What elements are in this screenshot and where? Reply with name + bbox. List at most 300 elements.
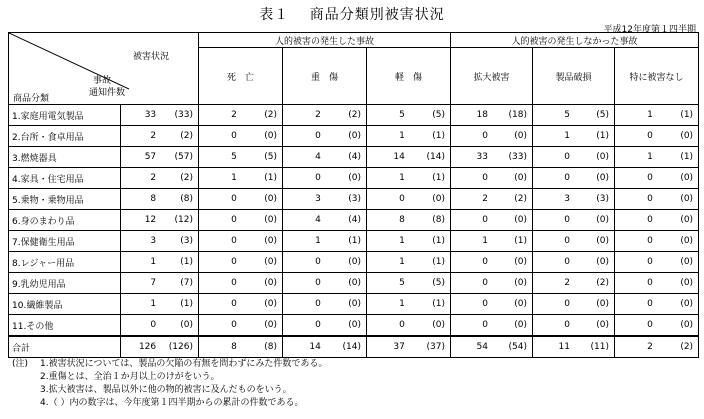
data-cell [283,147,367,168]
cumulative-value: (0) [348,257,361,267]
count-value: 8 [231,342,237,352]
total-count-cell [121,126,199,147]
cumulative-value: (4) [348,152,361,162]
cumulative-value: (0) [514,131,528,141]
total-count-cell [121,210,199,231]
data-cell [199,273,283,294]
data-cell [199,231,283,252]
cumulative-value: (126) [168,342,193,352]
cumulative-value: (0) [348,320,361,330]
data-cell [199,252,283,273]
count-value: 0 [231,320,237,330]
data-cell [533,147,615,168]
count-value: 7 [150,278,157,288]
table-row [9,315,699,337]
count-value: 0 [482,131,488,141]
data-cell [283,336,367,358]
data-cell [283,294,367,315]
count-value: 5 [231,152,237,162]
count-value: 1 [647,110,653,120]
cumulative-value: (37) [426,342,446,352]
table-row [9,231,699,252]
data-cell [451,147,533,168]
cumulative-value: (1) [432,236,446,246]
note-row [12,371,327,384]
cumulative-value: (11) [590,342,610,352]
count-value: 5 [564,110,570,120]
count-value: 0 [315,320,321,330]
column-header: 特に被害なし [615,48,699,105]
data-cell [451,189,533,210]
data-cell [367,336,451,358]
data-cell [615,315,699,337]
cumulative-value: (0) [348,131,361,141]
total-count-cell [121,294,199,315]
count-value: 2 [150,173,157,183]
cumulative-value: (0) [680,320,694,330]
count-value: 1 [150,257,157,267]
count-value: 0 [315,257,321,267]
data-cell [199,126,283,147]
count-value: 0 [150,320,157,330]
count-value: 4 [315,215,321,225]
cumulative-value: (0) [596,215,610,225]
row-label: 1.家庭用電気製品 [9,105,121,126]
cumulative-value: (0) [264,278,277,288]
data-cell [615,105,699,126]
count-value: 2 [150,131,157,141]
data-cell [199,210,283,231]
cumulative-value: (0) [596,257,610,267]
note-prefix: (注) [12,359,29,369]
cumulative-value: (8) [432,215,446,225]
data-cell [533,315,615,337]
count-value: 0 [231,299,237,309]
cumulative-value: (0) [432,194,446,204]
data-cell [615,210,699,231]
note-item: 3.拡大被害は、製品以外に他の物的被害に及んだものをいう。 [40,385,292,395]
count-value: 33 [144,110,157,120]
note-item: 1.被害状況については、製品の欠陥の有無を問わずにみた件数である。 [40,359,328,369]
data-cell [451,105,533,126]
total-count-cell [121,336,199,358]
count-value: 1 [399,131,405,141]
cumulative-value: (4) [348,215,361,225]
cumulative-value: (8) [180,194,193,204]
count-value: 1 [399,236,405,246]
count-value: 0 [482,299,488,309]
data-cell [367,126,451,147]
cumulative-value: (54) [508,342,528,352]
count-value: 33 [476,152,488,162]
cumulative-value: (3) [596,194,610,204]
data-cell [451,126,533,147]
cumulative-value: (0) [596,299,610,309]
data-cell [367,273,451,294]
cumulative-value: (0) [514,257,528,267]
count-value: 0 [564,173,570,183]
count-value: 0 [647,173,653,183]
count-value: 0 [482,257,488,267]
header-category: 商品分類 [13,94,50,104]
header-group-without-human: 人的被害の発生しなかった事故 [451,33,699,48]
cumulative-value: (0) [514,320,528,330]
cumulative-value: (0) [264,257,277,267]
table-row [9,189,699,210]
total-count-cell [121,273,199,294]
data-cell [615,147,699,168]
note-item: 4.（ ）内の数字は、今年度第１四半期からの累計の件数である。 [40,398,304,408]
cumulative-value: (0) [264,215,277,225]
cumulative-value: (0) [348,173,361,183]
count-value: 0 [482,173,488,183]
data-cell [451,210,533,231]
count-value: 0 [564,257,570,267]
cumulative-value: (1) [680,152,694,162]
data-cell [199,147,283,168]
cumulative-value: (0) [680,278,694,288]
row-label: 10.繊維製品 [9,294,121,315]
cumulative-value: (0) [680,236,694,246]
count-value: 0 [231,194,237,204]
count-value: 1 [399,257,405,267]
table-row [9,294,699,315]
cumulative-value: (2) [348,110,361,120]
cumulative-value: (0) [680,299,694,309]
cumulative-value: (33) [174,110,193,120]
total-count-cell [121,147,199,168]
cumulative-value: (1) [596,131,610,141]
cumulative-value: (8) [264,342,277,352]
cumulative-value: (5) [432,278,446,288]
total-count-cell [121,168,199,189]
data-cell [615,336,699,358]
count-value: 0 [399,194,405,204]
count-value: 1 [231,173,237,183]
header-accident: 事故 [93,76,112,86]
row-label: 5.乗物・乗物用品 [9,189,121,210]
data-cell [367,147,451,168]
note-row [12,397,327,410]
row-label: 4.家具・住宅用品 [9,168,121,189]
cumulative-value: (0) [596,236,610,246]
period-label: 平成12年度第１四半期 [603,25,696,35]
data-cell [283,231,367,252]
data-cell [367,315,451,337]
count-value: 0 [564,215,570,225]
count-value: 0 [564,152,570,162]
count-value: 0 [482,320,488,330]
cumulative-value: (0) [596,320,610,330]
cumulative-value: (1) [432,299,446,309]
count-value: 0 [647,236,653,246]
data-cell [283,189,367,210]
data-cell [615,231,699,252]
count-value: 1 [647,152,653,162]
count-value: 3 [315,194,321,204]
column-header: 死 亡 [199,48,283,105]
data-cell [367,210,451,231]
cumulative-value: (2) [514,194,528,204]
data-cell [283,126,367,147]
count-value: 1 [150,299,157,309]
data-cell [615,273,699,294]
cumulative-value: (0) [680,194,694,204]
count-value: 1 [564,131,570,141]
count-value: 0 [647,215,653,225]
data-cell [533,210,615,231]
row-label: 7.保健衛生用品 [9,231,121,252]
data-cell [615,252,699,273]
cumulative-value: (2) [180,173,193,183]
data-cell [199,315,283,337]
data-cell [283,210,367,231]
notes [12,358,327,410]
header-corner [9,33,199,105]
table-row [9,126,699,147]
cumulative-value: (0) [596,173,610,183]
total-count-cell [121,105,199,126]
cumulative-value: (0) [514,278,528,288]
count-value: 0 [482,278,488,288]
count-value: 0 [647,194,653,204]
header-status: 被害状況 [133,52,170,62]
count-value: 0 [647,257,653,267]
count-value: 14 [393,152,405,162]
data-cell [367,105,451,126]
row-label: 6.身のまわり品 [9,210,121,231]
data-cell [533,252,615,273]
count-value: 0 [315,278,321,288]
cumulative-value: (1) [348,236,361,246]
data-cell [199,105,283,126]
cumulative-value: (5) [596,110,610,120]
count-value: 2 [564,278,570,288]
cumulative-value: (2) [264,110,277,120]
count-value: 12 [144,215,157,225]
data-cell [533,231,615,252]
total-count-cell [121,315,199,337]
count-value: 57 [144,152,157,162]
row-label: 3.燃焼器具 [9,147,121,168]
count-value: 5 [399,110,405,120]
data-cell [283,315,367,337]
data-cell [283,273,367,294]
count-value: 4 [315,152,321,162]
data-cell [199,168,283,189]
cumulative-value: (0) [680,215,694,225]
data-cell [533,168,615,189]
cumulative-value: (1) [180,257,193,267]
cumulative-value: (2) [680,342,694,352]
data-cell [615,189,699,210]
data-cell [283,168,367,189]
data-cell [451,252,533,273]
count-value: 126 [138,342,157,352]
count-value: 0 [315,299,321,309]
count-value: 0 [564,320,570,330]
row-label: 2.台所・食卓用品 [9,126,121,147]
data-cell [367,252,451,273]
cumulative-value: (14) [426,152,446,162]
count-value: 2 [482,194,488,204]
total-count-cell [121,252,199,273]
count-value: 0 [647,278,653,288]
data-cell [451,294,533,315]
data-cell [367,168,451,189]
data-cell [533,189,615,210]
total-count-cell [121,231,199,252]
data-cell [615,126,699,147]
cumulative-value: (0) [180,320,193,330]
data-cell [533,294,615,315]
row-label: 11.その他 [9,315,121,337]
row-label: 9.乳幼児用品 [9,273,121,294]
data-cell [451,336,533,358]
note-row [12,384,327,397]
cumulative-value: (3) [348,194,361,204]
data-cell [533,126,615,147]
cumulative-value: (57) [174,152,193,162]
cumulative-value: (3) [180,236,193,246]
cumulative-value: (1) [180,299,193,309]
cumulative-value: (0) [264,299,277,309]
cumulative-value: (5) [264,152,277,162]
cumulative-value: (2) [180,131,193,141]
cumulative-value: (7) [180,278,193,288]
cumulative-value: (0) [596,152,610,162]
row-label: 8.レジャー用品 [9,252,121,273]
count-value: 54 [476,342,488,352]
data-cell [451,315,533,337]
count-value: 18 [476,110,488,120]
count-value: 0 [231,131,237,141]
count-value: 3 [564,194,570,204]
data-cell [283,105,367,126]
cumulative-value: (0) [264,194,277,204]
count-value: 2 [315,110,321,120]
table-row [9,105,699,126]
count-value: 8 [399,215,405,225]
cumulative-value: (1) [432,257,446,267]
cumulative-value: (1) [432,173,446,183]
cumulative-value: (0) [348,278,361,288]
count-value: 1 [399,173,405,183]
data-cell [451,231,533,252]
cumulative-value: (0) [264,236,277,246]
cumulative-value: (0) [514,173,528,183]
count-value: 2 [647,342,653,352]
cumulative-value: (12) [174,215,193,225]
cumulative-value: (1) [680,110,694,120]
count-value: 0 [231,278,237,288]
cumulative-value: (33) [508,152,528,162]
total-row [9,336,699,358]
page-title: 表１ 商品分類別被害状況 [259,7,445,23]
data-cell [367,294,451,315]
count-value: 5 [399,278,405,288]
table-row [9,147,699,168]
row-label: 合計 [9,336,121,358]
column-header: 重 傷 [283,48,367,105]
table-row [9,168,699,189]
cumulative-value: (0) [514,299,528,309]
cumulative-value: (1) [432,131,446,141]
damage-table [8,32,699,358]
count-value: 0 [399,320,405,330]
note-item: 2.重傷とは、全治１か月以上のけがをいう。 [40,372,220,382]
count-value: 0 [231,215,237,225]
cumulative-value: (0) [264,320,277,330]
data-cell [533,273,615,294]
header-group-with-human: 人的被害の発生した事故 [199,33,451,48]
cumulative-value: (0) [680,257,694,267]
count-value: 0 [315,173,321,183]
count-value: 0 [482,215,488,225]
cumulative-value: (0) [348,299,361,309]
cumulative-value: (0) [680,173,694,183]
table-row [9,273,699,294]
header-count: 通知件数 [89,88,126,98]
count-value: 2 [231,110,237,120]
data-cell [199,189,283,210]
count-value: 3 [150,236,157,246]
count-value: 1 [399,299,405,309]
cumulative-value: (0) [432,320,446,330]
cumulative-value: (0) [680,131,694,141]
count-value: 0 [647,131,653,141]
total-count-cell [121,189,199,210]
column-header: 拡大被害 [451,48,533,105]
data-cell [615,168,699,189]
count-value: 37 [393,342,405,352]
data-cell [615,294,699,315]
count-value: 0 [231,257,237,267]
data-cell [533,336,615,358]
cumulative-value: (0) [514,215,528,225]
data-cell [451,168,533,189]
count-value: 0 [564,299,570,309]
data-cell [451,273,533,294]
column-header: 軽 傷 [367,48,451,105]
data-cell [283,252,367,273]
cumulative-value: (5) [432,110,446,120]
count-value: 11 [558,342,570,352]
count-value: 1 [315,236,321,246]
data-cell [367,231,451,252]
cumulative-value: (1) [264,173,277,183]
note-row [12,358,327,371]
data-cell [199,336,283,358]
data-cell [367,189,451,210]
cumulative-value: (0) [264,131,277,141]
count-value: 0 [564,236,570,246]
data-cell [533,105,615,126]
data-cell [199,294,283,315]
count-value: 0 [647,320,653,330]
cumulative-value: (14) [342,342,361,352]
count-value: 0 [647,299,653,309]
table-row [9,210,699,231]
cumulative-value: (1) [514,236,528,246]
count-value: 14 [309,342,321,352]
count-value: 8 [150,194,157,204]
cumulative-value: (2) [596,278,610,288]
cumulative-value: (18) [508,110,528,120]
table-row [9,252,699,273]
count-value: 0 [231,236,237,246]
column-header: 製品破損 [533,48,615,105]
